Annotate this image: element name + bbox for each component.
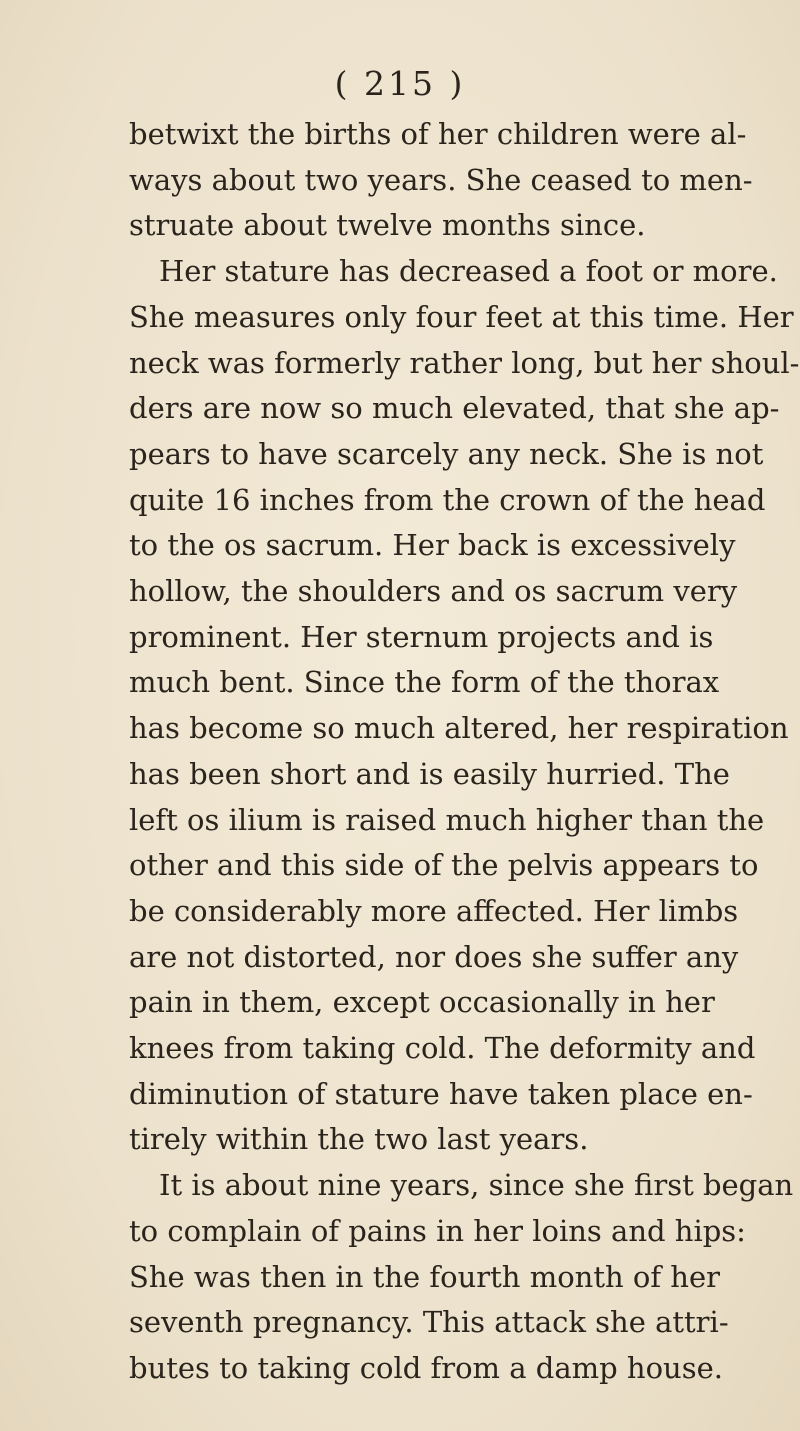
text-line: knees from taking cold. The deformity and xyxy=(129,1031,756,1066)
text-line: be considerably more affected. Her limbs xyxy=(129,893,739,928)
text-line: prominent. Her sternum projects and is xyxy=(129,619,714,654)
text-line: ways about two years. She ceased to men- xyxy=(129,162,753,197)
text-line: diminution of stature have taken place en- xyxy=(129,1076,753,1111)
page-body-text xyxy=(129,112,800,1392)
text-line: ders are now so much elevated, that she ap- xyxy=(129,391,780,426)
text-line: hollow, the shoulders and os sacrum very xyxy=(129,574,738,609)
text-line: left os ilium is raised much higher than the xyxy=(129,802,765,837)
text-line: pears to have scarcely any neck. She is not xyxy=(129,436,764,471)
text-line: neck was formerly rather long, but her shoul- xyxy=(129,345,800,380)
text-line: butes to taking cold from a damp house. xyxy=(129,1350,723,1385)
text-line: quite 16 inches from the crown of the head xyxy=(129,482,766,517)
text-line: Her stature has decreased a foot or more. xyxy=(159,254,778,289)
text-line: pain in them, except occasionally in her xyxy=(129,985,715,1020)
text-line: are not distorted, nor does she suffer any xyxy=(129,939,739,974)
text-line: has been short and is easily hurried. The xyxy=(129,756,730,791)
text-line: She measures only four feet at this time. Her xyxy=(129,299,794,334)
text-line: other and this side of the pelvis appears to xyxy=(129,848,759,883)
page-number: ( 215 ) xyxy=(334,64,466,103)
text-line: betwixt the births of her children were al- xyxy=(129,117,747,151)
text-line: seventh pregnancy. This attack she attri- xyxy=(129,1305,729,1340)
text-line: has become so much altered, her respiration xyxy=(129,711,789,746)
text-line: to the os sacrum. Her back is excessively xyxy=(129,528,736,563)
text-line: tirely within the two last years. xyxy=(129,1122,589,1157)
text-line: It is about nine years, since she first began xyxy=(159,1168,794,1203)
text-line: struate about twelve months since. xyxy=(129,208,646,243)
text-line: She was then in the fourth month of her xyxy=(129,1259,720,1294)
text-line: much bent. Since the form of the thorax xyxy=(129,665,720,700)
text-line: to complain of pains in her loins and hips: xyxy=(129,1213,746,1248)
